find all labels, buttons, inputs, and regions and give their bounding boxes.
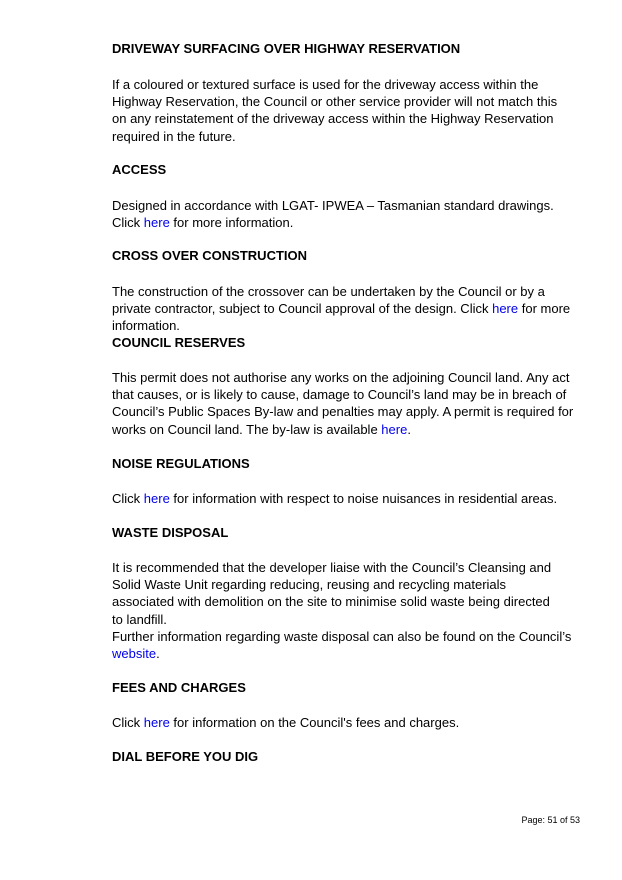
section-paragraph-access: [112, 197, 574, 231]
page-number: Page: 51 of 53: [521, 815, 580, 825]
section-paragraph-cross-over-construction: [112, 283, 582, 335]
text-span: Click: [112, 491, 144, 506]
section-heading-noise-regulations: NOISE REGULATIONS: [112, 456, 250, 471]
fees-here-link[interactable]: here: [143, 715, 170, 730]
section-paragraph-council-reserves: [112, 369, 577, 438]
section-heading-fees-and-charges: FEES AND CHARGES: [112, 680, 246, 695]
text-span: .: [156, 646, 160, 662]
text-span: Designed in accordance with LGAT- IPWEA – Tasmanian standard drawings. Click: [112, 198, 554, 231]
section-heading-waste-disposal: WASTE DISPOSAL: [112, 525, 229, 540]
section-heading-driveway-surfacing: DRIVEWAY SURFACING OVER HIGHWAY RESERVATION: [112, 41, 461, 56]
section-heading-dial-before-you-dig: DIAL BEFORE YOU DIG: [112, 749, 259, 764]
website-link[interactable]: website: [112, 646, 157, 662]
section-paragraph-fees-and-charges: [112, 714, 574, 731]
text-span: for more information.: [112, 301, 571, 334]
text-span: for information with respect to noise nuisances in residential areas.: [169, 491, 558, 506]
bylaw-here-link[interactable]: here: [381, 421, 408, 437]
text-span: for information on the Council's fees and charges.: [169, 715, 460, 730]
section-paragraph-driveway-surfacing: If a coloured or textured surface is used for the driveway access within the Highway Reservation, the Council or other service provider will not match this on any reinstatement of the driveway access within the Highway Reservation required in the future.: [112, 77, 558, 144]
text-span: Click: [112, 715, 144, 730]
section-paragraph-waste-disposal: It is recommended that the developer liaise with the Council’s Cleansing and Solid Waste Unit regarding reducing, reusing and recycling materials associated with demolition on the site to minimise solid waste being directed to landfill.: [112, 560, 552, 627]
section-paragraph-noise-regulations: [112, 490, 574, 507]
section-paragraph-waste-disposal-further: [112, 628, 574, 662]
text-span: Further information regarding waste disposal can also be found on the Council’s: [112, 629, 572, 644]
text-span: for more information.: [169, 215, 294, 231]
section-heading-cross-over-construction: CROSS OVER CONSTRUCTION: [112, 248, 308, 263]
crossover-here-link[interactable]: here: [492, 301, 519, 317]
section-heading-council-reserves: COUNCIL RESERVES: [112, 335, 246, 350]
access-here-link[interactable]: here: [143, 215, 170, 231]
section-heading-access: ACCESS: [112, 162, 167, 177]
text-span: .: [407, 421, 411, 437]
text-span: This permit does not authorise any works on the adjoining Council land. Any act that causes, or is likely to cause, damage to Council’s land may be in breach of Council’s Public Spaces By-law and penalties may apply. A permit is required for works on Council land. The by-law is available: [112, 370, 574, 437]
text-span: The construction of the crossover can be undertaken by the Council or by a private contractor, subject to Council approval of the design. Click: [112, 284, 545, 317]
noise-here-link[interactable]: here: [143, 491, 170, 506]
